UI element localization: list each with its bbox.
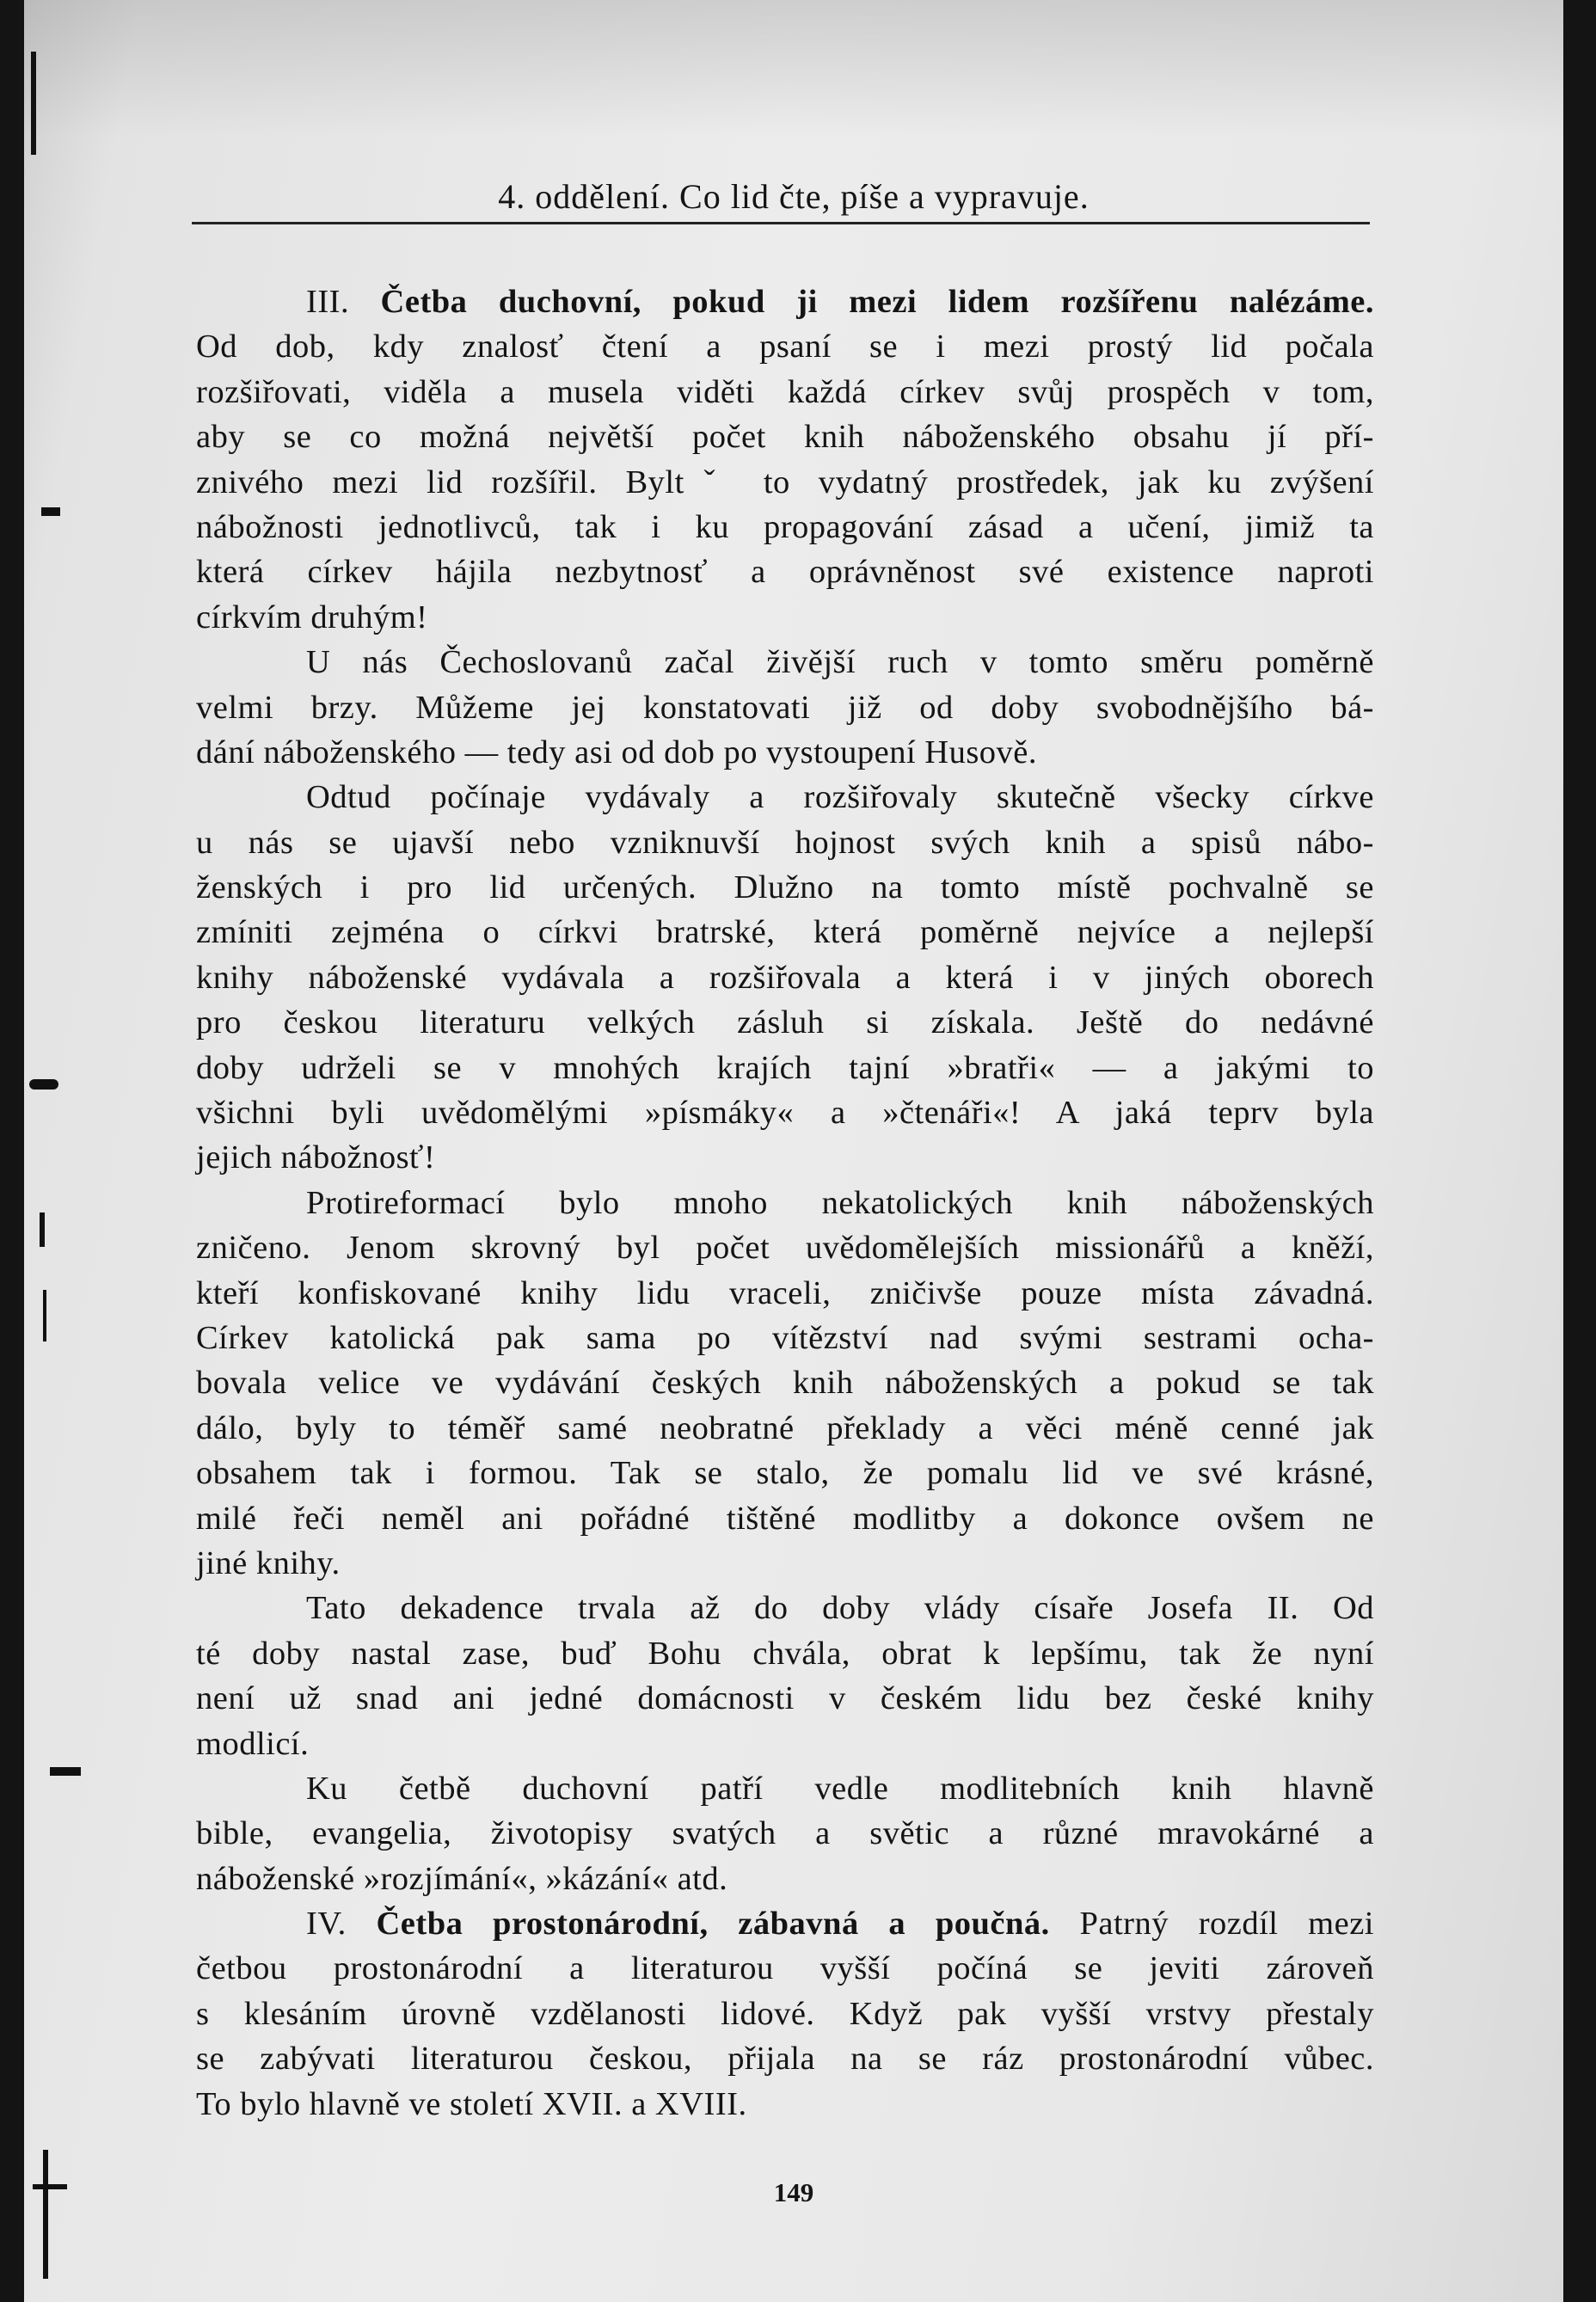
binding-mark-1: [31, 52, 36, 155]
text-line-1: [196, 279, 1374, 324]
text-line-32: není už snad ani jedné domácnosti v českém lidu bez české knihy: [196, 1680, 1374, 1717]
binding-mark-6: [50, 1767, 81, 1776]
text-line-34: Ku četbě duchovní patří vedle modlitebních knih hlavně: [306, 1770, 1374, 1807]
text-line-7: která církev hájila nezbytnosť a oprávněnost své existence naproti: [196, 554, 1374, 591]
text-line-38: četbou prostonárodní a literaturou vyšší počíná se jeviti zároveň: [196, 1950, 1374, 1987]
text-line-4: aby se co možná největší počet knih náboženského obsahu jí pří-: [196, 419, 1374, 456]
text-line-14: ženských i pro lid určených. Dlužno na tomto místě pochvalně se: [196, 869, 1374, 906]
text-line-2: Od dob, kdy znalosť čtení a psaní se i mezi prostý lid počala: [196, 328, 1374, 365]
text-line-5: znivého mezi lid rozšířil. Byltˇ to vydatný prostředek, jak ku zvýšení: [196, 463, 1374, 500]
text-line-19: všichni byli uvědomělými »písmáky« a »čtenáři«! A jaká teprv byla: [196, 1095, 1374, 1132]
text-line-25: bovala velice ve vydávání českých knih náboženských a pokud se tak: [196, 1365, 1374, 1402]
text-line-31: té doby nastal zase, buď Bohu chvála, obrat k lepšímu, tak že nyní: [196, 1635, 1374, 1672]
text-line-27: obsahem tak i formou. Tak se stalo, že pomalu lid ve své krásné,: [196, 1455, 1374, 1492]
text-line-26: dálo, byly to téměř samé neobratné překlady a věci méně cenné jak: [196, 1409, 1374, 1446]
text-line-41: To bylo hlavně ve století XVII. a XVIII.: [196, 2085, 747, 2122]
text-line-30: Tato dekadence trvala až do doby vlády císaře Josefa II. Od: [306, 1590, 1374, 1627]
text-line-37: IV. Četba prostonárodní, zábavná a poučná. Patrný rozdíl mezi: [306, 1906, 1375, 1943]
text-line-20: jejich nábožnosť!: [196, 1139, 436, 1176]
text-line-11: dání náboženského — tedy asi od dob po vystoupení Husově.: [196, 734, 1038, 770]
body-text: [196, 279, 1374, 2127]
text-line-9: U nás Čechoslovanů začal živější ruch v tomto směru poměrně: [306, 644, 1374, 681]
text-line-18: doby udrželi se v mnohých krajích tajní »bratři« — a jakými to: [196, 1049, 1374, 1086]
binding-mark-2: [41, 507, 60, 516]
section-heading-iii: Četba duchovní, pokud ji mezi lidem rozšířenu nalézáme.: [380, 284, 1374, 320]
text-line-12: Odtud počínaje vydávaly a rozšiřovaly skutečně všecky církve: [306, 779, 1374, 816]
text-line-23: kteří konfiskované knihy lidu vraceli, zničivše pouze místa závadná.: [196, 1274, 1374, 1311]
text-line-3: rozšiřovati, viděla a musela viděti každá církev svůj prospěch v tom,: [196, 373, 1374, 410]
text-line-16: knihy náboženské vydávala a rozšiřovala a která i v jiných oborech: [196, 959, 1374, 996]
running-header: 4. oddělení. Co lid čte, píše a vypravuje.: [498, 177, 1090, 216]
text-line-28: milé řeči neměl ani pořádné tištěné modlitby a dokonce ovšem ne: [196, 1500, 1374, 1537]
text-line-15: zmíniti zejména o církvi bratrské, která poměrně nejvíce a nejlepší: [196, 914, 1374, 951]
section-number-iii: III.: [306, 284, 381, 320]
text-line-13: u nás se ujavší nebo vzniknuvší hojnost svých knih a spisů nábo-: [196, 824, 1374, 861]
page-number: 149: [773, 2177, 814, 2207]
text-line-22: zničeno. Jenom skrovný byl počet uvědomělejších missionářů a kněží,: [196, 1230, 1374, 1267]
text-line-10: velmi brzy. Můžeme jej konstatovati již od doby svobodnějšího bá-: [196, 689, 1374, 726]
text-line-24: Církev katolická pak sama po vítězství nad svými sestrami ocha-: [196, 1319, 1374, 1356]
text-line-29: jiné knihy.: [196, 1544, 341, 1581]
binding-mark-4: [40, 1212, 45, 1247]
text-line-35: bible, evangelia, životopisy svatých a světic a různé mravokárné a: [196, 1815, 1374, 1852]
section-number-iv: IV.: [306, 1906, 377, 1943]
binding-mark-3: [29, 1079, 58, 1090]
book-page: [24, 0, 1563, 2302]
binding-mark-8: [33, 2184, 67, 2189]
text-line-36: náboženské »rozjímání«, »kázání« atd.: [196, 1860, 728, 1897]
binding-mark-7: [43, 2150, 48, 2279]
text-line-21: Protireformací bylo mnoho nekatolických knih náboženských: [306, 1184, 1374, 1221]
text-line-33: modlicí.: [196, 1725, 310, 1762]
text-line-39: s klesáním úrovně vzdělanosti lidové. Když pak vyšší vrstvy přestaly: [196, 1995, 1374, 2032]
header-rule: [192, 222, 1370, 224]
section-heading-iv: Četba prostonárodní, zábavná a poučná.: [376, 1906, 1050, 1943]
text-line-8: církvím druhým!: [196, 599, 428, 635]
text-line-40: se zabývati literaturou českou, přijala na se ráz prostonárodní vůbec.: [196, 2041, 1374, 2078]
text-line-17: pro českou literaturu velkých zásluh si získala. Ještě do nedávné: [196, 1004, 1374, 1041]
text-line-6: nábožnosti jednotlivců, tak i ku propagování zásad a učení, jimiž ta: [196, 508, 1374, 545]
binding-mark-5: [43, 1290, 46, 1341]
